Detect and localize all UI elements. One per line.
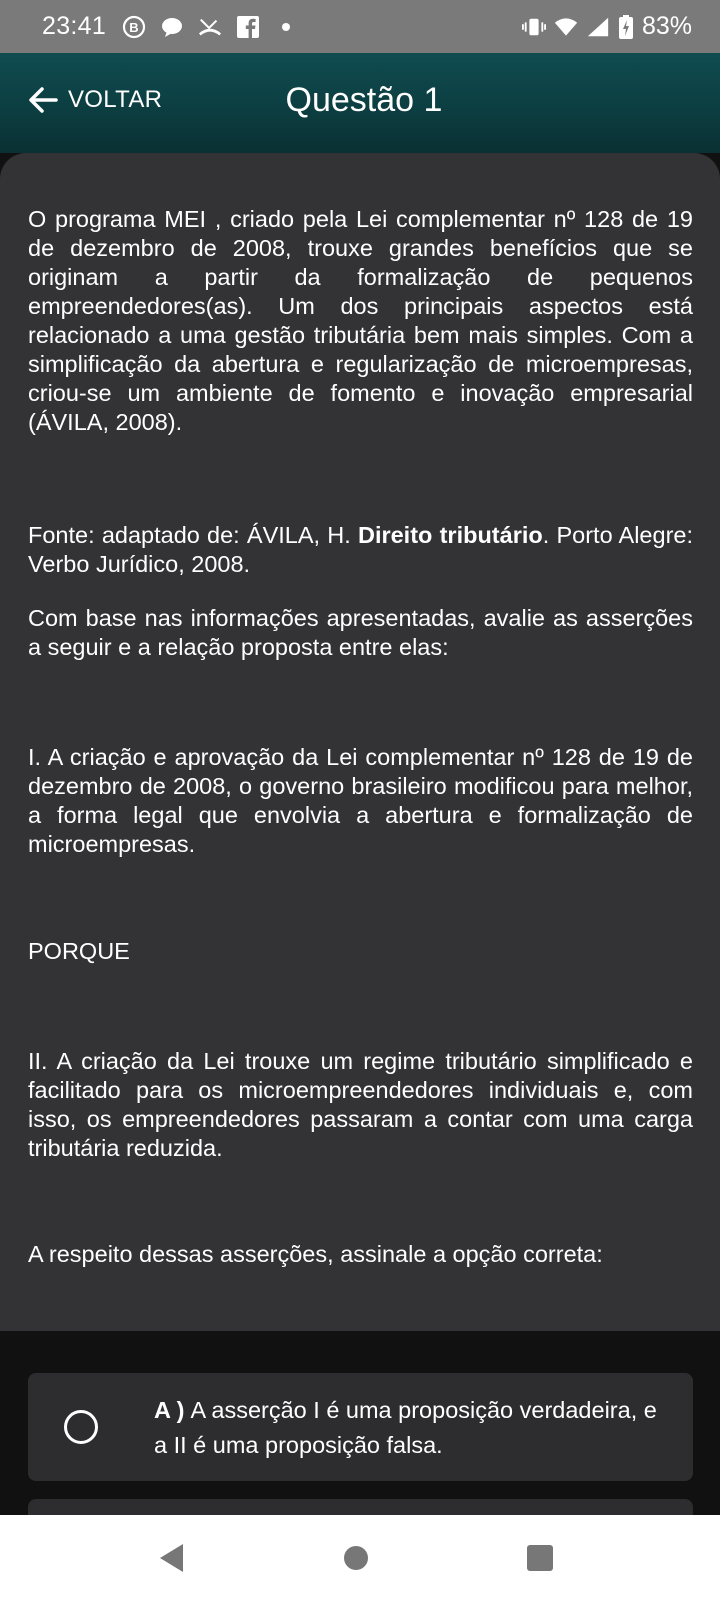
question-source [28,521,693,579]
page-title: Questão 1 [285,81,443,119]
svg-text:B: B [129,19,139,35]
option-a[interactable] [28,1373,693,1481]
source-title: Direito tributário [357,522,543,548]
home-circle-icon[interactable] [336,1538,376,1578]
app-header [0,53,720,153]
vibrate-icon [522,15,546,39]
notification-icons [122,15,298,39]
question-paragraph: O programa MEI , criado pela Lei complementar nº 128 de 19 de dezembro de 2008, trouxe grandes benefícios que se originam a partir da formalização de pequenos empreendedores(as). Um dos principais aspectos está relacionado a uma gestão tributária bem mais simples. Com a simplificação da abertura e regularização de microempresas, criou-se um ambiente de fomento e inovação empresarial (ÁVILA, 2008). [28,206,693,435]
assertion-connector: PORQUE [28,938,130,964]
question-prompt: Com base nas informações apresentadas, avalie as asserções a seguir e a relação proposta entre elas: [28,605,693,660]
assertion-2: II. A criação da Lei trouxe um regime tributário simplificado e facilitado para os microempreendedores individuais e, com isso, os empreendedores passaram a contar com uma carga tributária reduzida. [28,1048,693,1161]
battery-charging-icon [618,15,634,39]
battery-level: 83% [641,12,692,40]
facebook-icon [236,15,260,39]
b-badge-icon [122,15,146,39]
system-icons [522,12,692,41]
system-nav-bar [0,1515,720,1600]
question-card [0,153,720,1331]
recents-square-icon[interactable] [520,1538,560,1578]
assertion-1: I. A criação e aprovação da Lei complementar nº 128 de 19 de dezembro de 2008, o governo brasileiro modificou para melhor, a forma legal que envolvia a abertura e formalização de microempresas. [28,744,693,857]
missed-call-icon [198,15,222,39]
dot-icon [274,15,298,39]
status-time: 23:41 [42,12,107,40]
back-label: VOLTAR [68,86,163,113]
signal-icon [586,15,610,39]
chat-bubble-icon [160,15,184,39]
wifi-icon [554,15,578,39]
question-instruction: A respeito dessas asserções, assinale a opção correta: [28,1241,603,1267]
back-triangle-icon[interactable] [152,1538,192,1578]
source-suffix: . Porto Alegre: Verbo Jurídico, 2008. [28,522,693,577]
option-label: A asserção I é uma proposição verdadeira, e a II é uma proposição falsa. [154,1397,657,1458]
option-a-text [154,1393,674,1463]
source-prefix: Fonte: adaptado de: ÁVILA, H. [28,522,358,548]
option-letter: A ) [154,1397,185,1423]
radio-button[interactable] [64,1410,98,1444]
status-bar [0,0,720,53]
